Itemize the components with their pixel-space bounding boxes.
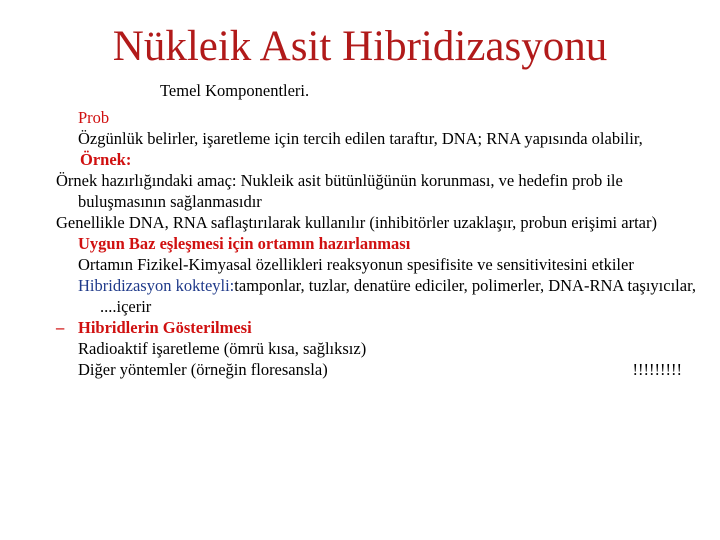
- diger-row: [78, 359, 706, 380]
- prob-text: Özgünlük belirler, işaretleme için tercih edilen taraftır, DNA; RNA yapısında olabilir,: [78, 129, 643, 148]
- slide-subtitle: Temel Komponentleri.: [160, 81, 310, 100]
- slide-title: Nükleik Asit Hibridizasyonu: [112, 23, 608, 70]
- ornek-text: Örnek hazırlığındaki amaç: Nukleik asit bütünlüğünün korunması, ve hedefin prob ile buluşmasının sağlanmasıdır: [56, 171, 623, 211]
- radioaktif-text: Radioaktif işaretleme (ömrü kısa, sağlıksız): [78, 339, 367, 358]
- ortamin-text: Ortamın Fizikel-Kimyasal özellikleri reaksyonun spesifisite ve sensitivitesini etkiler: [78, 255, 634, 274]
- slide-body: [56, 80, 706, 380]
- uygun-baz-heading: Uygun Baz eşleşmesi için ortamın hazırlanması: [78, 234, 411, 253]
- diger-text: Diğer yöntemler (örneğin floresansla): [78, 360, 328, 379]
- dash-bullet: –: [56, 318, 65, 337]
- prob-heading: Prob: [78, 108, 110, 127]
- exclamation-marks: !!!!!!!!!: [632, 360, 682, 379]
- hibridizasyon-paragraph: [78, 275, 706, 317]
- genellikle-text: Genellikle DNA, RNA saflaştırılarak kullanılır (inhibitörler uzaklaşır, probun erişimi artar): [56, 213, 657, 232]
- ornek-heading: Örnek:: [80, 150, 132, 169]
- hibridlerin-heading: Hibridlerin Gösterilmesi: [78, 318, 252, 337]
- hibridizasyon-label: Hibridizasyon kokteyli:: [78, 276, 235, 295]
- hibridlerin-heading-row: [56, 317, 706, 338]
- hibridizasyon-text: tamponlar, tuzlar, denatüre ediciler, polimerler, DNA-RNA taşıyıcılar, ....içerir: [100, 276, 697, 316]
